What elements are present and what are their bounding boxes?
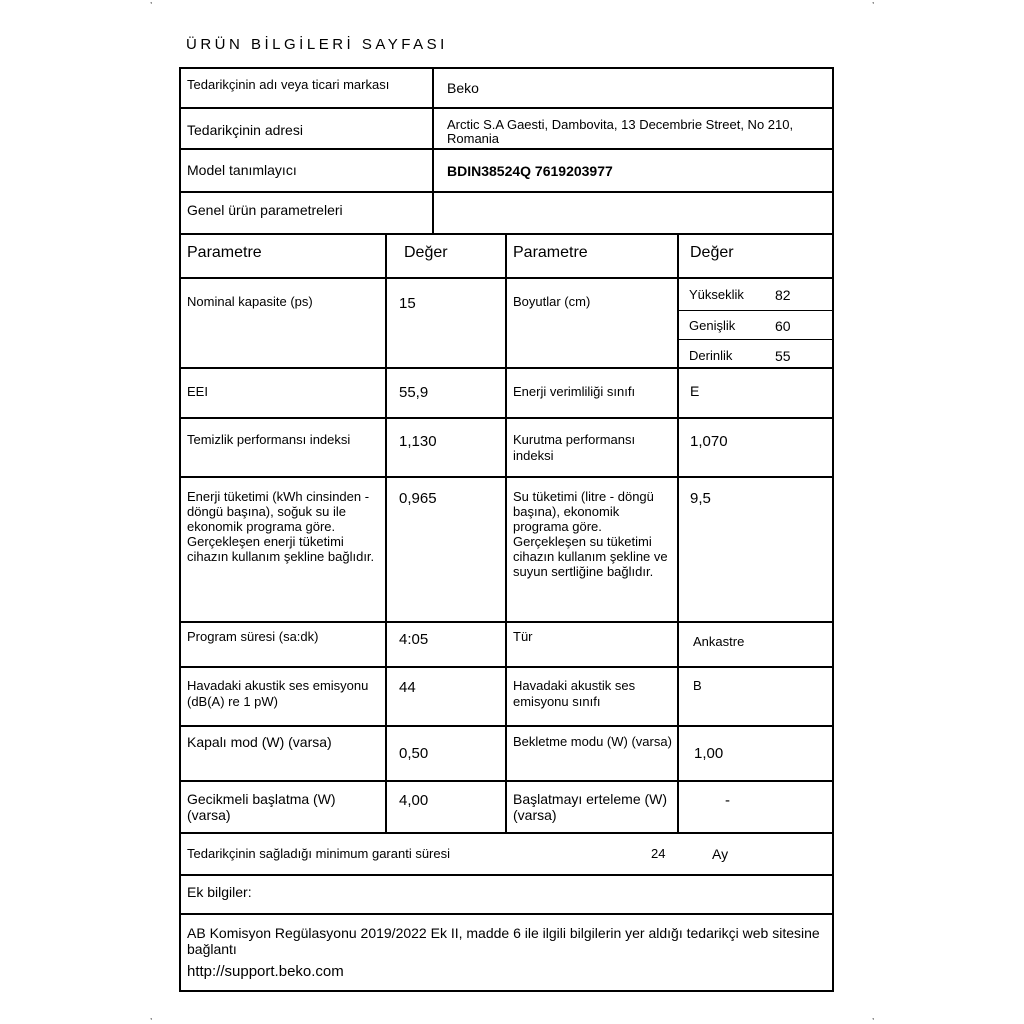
cleaning-value: 1,130 xyxy=(399,433,437,450)
noise-label: Havadaki akustik ses emisyonu (dB(A) re 1 pW) xyxy=(187,678,369,709)
row-divider xyxy=(179,107,834,109)
model-label: Model tanımlayıcı xyxy=(187,162,297,178)
row-divider xyxy=(679,310,834,311)
eei-value: 55,9 xyxy=(399,384,429,401)
water-consumption-label: Su tüketimi (litre - döngü başına), ekonomik programa göre. Gerçekleşen su tüketimi cihazın kullanım şekline ve suyun sertliğine bağlıdır. xyxy=(513,489,668,579)
column-divider xyxy=(432,67,434,235)
capacity-label: Nominal kapasite (ps) xyxy=(187,294,313,309)
general-parameters-label: Genel ürün parametreleri xyxy=(187,202,343,218)
crop-mark: , xyxy=(150,0,153,5)
header-value-2: Değer xyxy=(690,244,734,261)
height-value: 82 xyxy=(775,287,791,303)
supplier-address-label: Tedarikçinin adresi xyxy=(187,122,303,138)
energy-class-value: E xyxy=(690,383,700,399)
page-title: ÜRÜN BİLGİLERİ SAYFASI xyxy=(186,36,448,53)
supplier-name-label: Tedarikçinin adı veya ticari markası xyxy=(187,77,390,92)
drying-value: 1,070 xyxy=(690,433,728,450)
model-value: BDIN38524Q 7619203977 xyxy=(447,163,613,179)
noise-class-value: B xyxy=(693,678,702,693)
program-duration-label: Program süresi (sa:dk) xyxy=(187,629,319,644)
supplier-name-value: Beko xyxy=(447,80,479,96)
crop-mark: , xyxy=(872,0,875,5)
header-parameter-1: Parametre xyxy=(187,244,262,261)
eei-label: EEI xyxy=(187,384,208,399)
column-divider xyxy=(385,233,387,834)
column-divider xyxy=(677,233,679,834)
energy-consumption-value: 0,965 xyxy=(399,490,437,507)
depth-label: Derinlik xyxy=(689,348,733,363)
row-divider xyxy=(179,874,834,876)
delay-start-label: Gecikmeli başlatma (W) (varsa) xyxy=(187,791,336,823)
footer-text: AB Komisyon Regülasyonu 2019/2022 Ek II, madde 6 ile ilgili bilgilerin yer aldığı tedarikçi web sitesine bağlantı xyxy=(187,925,820,957)
support-link[interactable]: http://support.beko.com xyxy=(187,963,344,980)
off-mode-label: Kapalı mod (W) (varsa) xyxy=(187,734,332,750)
warranty-label: Tedarikçinin sağladığı minimum garanti süresi xyxy=(187,846,451,861)
cleaning-label: Temizlik performansı indeksi xyxy=(187,432,351,447)
delay-start-value: 4,00 xyxy=(399,792,429,809)
start-delay-value: - xyxy=(725,792,730,809)
row-divider xyxy=(179,191,834,193)
header-value-1: Değer xyxy=(404,244,448,261)
width-label: Genişlik xyxy=(689,318,736,333)
header-parameter-2: Parametre xyxy=(513,244,588,261)
crop-mark: , xyxy=(150,1012,153,1021)
off-mode-value: 0,50 xyxy=(399,745,429,762)
extra-info-label: Ek bilgiler: xyxy=(187,884,252,900)
warranty-value: 24 xyxy=(651,846,666,861)
width-value: 60 xyxy=(775,318,791,334)
drying-label: Kurutma performansı indeksi xyxy=(513,432,636,463)
column-divider xyxy=(505,233,507,834)
crop-mark: , xyxy=(872,1012,875,1021)
water-consumption-value: 9,5 xyxy=(690,490,711,507)
energy-consumption-label: Enerji tüketimi (kWh cinsinden - döngü başına), soğuk su ile ekonomik programa göre. Gerçekleşen enerji tüketimi cihazın kullanım şekline bağlıdır. xyxy=(187,489,375,564)
warranty-unit: Ay xyxy=(712,846,729,862)
supplier-address-value: Arctic S.A Gaesti, Dambovita, 13 Decembrie Street, No 210, Romania xyxy=(447,117,794,146)
start-delay-label: Başlatmayı erteleme (W) (varsa) xyxy=(513,791,668,823)
energy-class-label: Enerji verimliliği sınıfı xyxy=(513,384,636,399)
noise-value: 44 xyxy=(399,679,416,696)
height-label: Yükseklik xyxy=(689,287,744,302)
capacity-value: 15 xyxy=(399,295,416,312)
program-duration-value: 4:05 xyxy=(399,631,429,648)
depth-value: 55 xyxy=(775,348,791,364)
standby-value: 1,00 xyxy=(694,745,724,762)
noise-class-label: Havadaki akustik ses emisyonu sınıfı xyxy=(513,678,636,709)
row-divider xyxy=(179,148,834,150)
row-divider xyxy=(679,339,834,340)
type-value: Ankastre xyxy=(693,634,745,649)
row-divider xyxy=(179,913,834,915)
type-label: Tür xyxy=(513,629,533,644)
dimensions-label: Boyutlar (cm) xyxy=(513,294,591,309)
standby-label: Bekletme modu (W) (varsa) xyxy=(513,734,672,749)
